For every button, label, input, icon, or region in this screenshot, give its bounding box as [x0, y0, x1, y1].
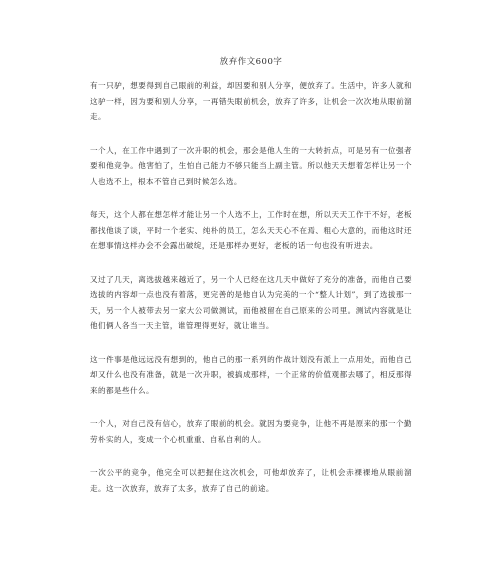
- paragraph-1: 有一只驴，想要得到自己眼前的利益，却因要和别人分享，便放弃了。生活中，许多人就和这驴一样，因为要和别人分享，一再错失眼前机会，放弃了许多，让机会一次次地从眼前溜走。: [90, 81, 412, 121]
- document-title: 放弃作文600字: [219, 57, 283, 67]
- paragraph-2: 一个人，在工作中遇到了一次升职的机会，那会是他人生的一大转折点，可是另有一位强者要和他竞争。他害怕了，生怕自己能力不够只能当上副主管。所以他天天想着怎样让另一个人也选不上，根本不管自己到时候怎么选。: [90, 145, 412, 186]
- paragraph-5: 这一件事是他远远没有想到的，他自己的那一系列的作战计划没有派上一点用处，而他自己却又什么也没有准备，就是一次升职，被搞成那样，一个正常的价值观都去哪了，相反那得来的都是些什么。: [90, 354, 412, 395]
- paragraph-6: 一个人，对自己没有信心，放弃了眼前的机会。就因为要竞争，让他不再是原来的那一个勤劳朴实的人，变成一个心机重重、自私自利的人。: [90, 419, 412, 444]
- paragraph-7: 一次公平的竞争，他完全可以把握住这次机会，可他却放弃了，让机会赤裸裸地从眼前溜走。这一次放弃，放弃了太多，放弃了自己的前途。: [90, 468, 412, 493]
- paragraph-4: 又过了几天，离选拔越来越近了，另一个人已经在这几天中做好了充分的准备，而他自己要选拔的内容却一点也没有着落，更完善的是他自认为完美的一个“整人计划”，到了选拔那一天，另一个人被带去另一家大公司做测试，而他被留在自己原来的公司里。测试内容就是让他们俩人各当一天主管，谁管理得更好，就让谁当。: [90, 274, 412, 330]
- paragraph-3: 每天，这个人都在想怎样才能让另一个人选不上，工作时在想，所以天天工作干不好，老板都找他谈了谈，平时一个老实、纯朴的员工，怎么天天心不在焉、粗心大意的，而他这时还在想事情这样办会不会露出破绽，还是那样办更好，老板的话一句也没有听进去。: [90, 210, 412, 250]
